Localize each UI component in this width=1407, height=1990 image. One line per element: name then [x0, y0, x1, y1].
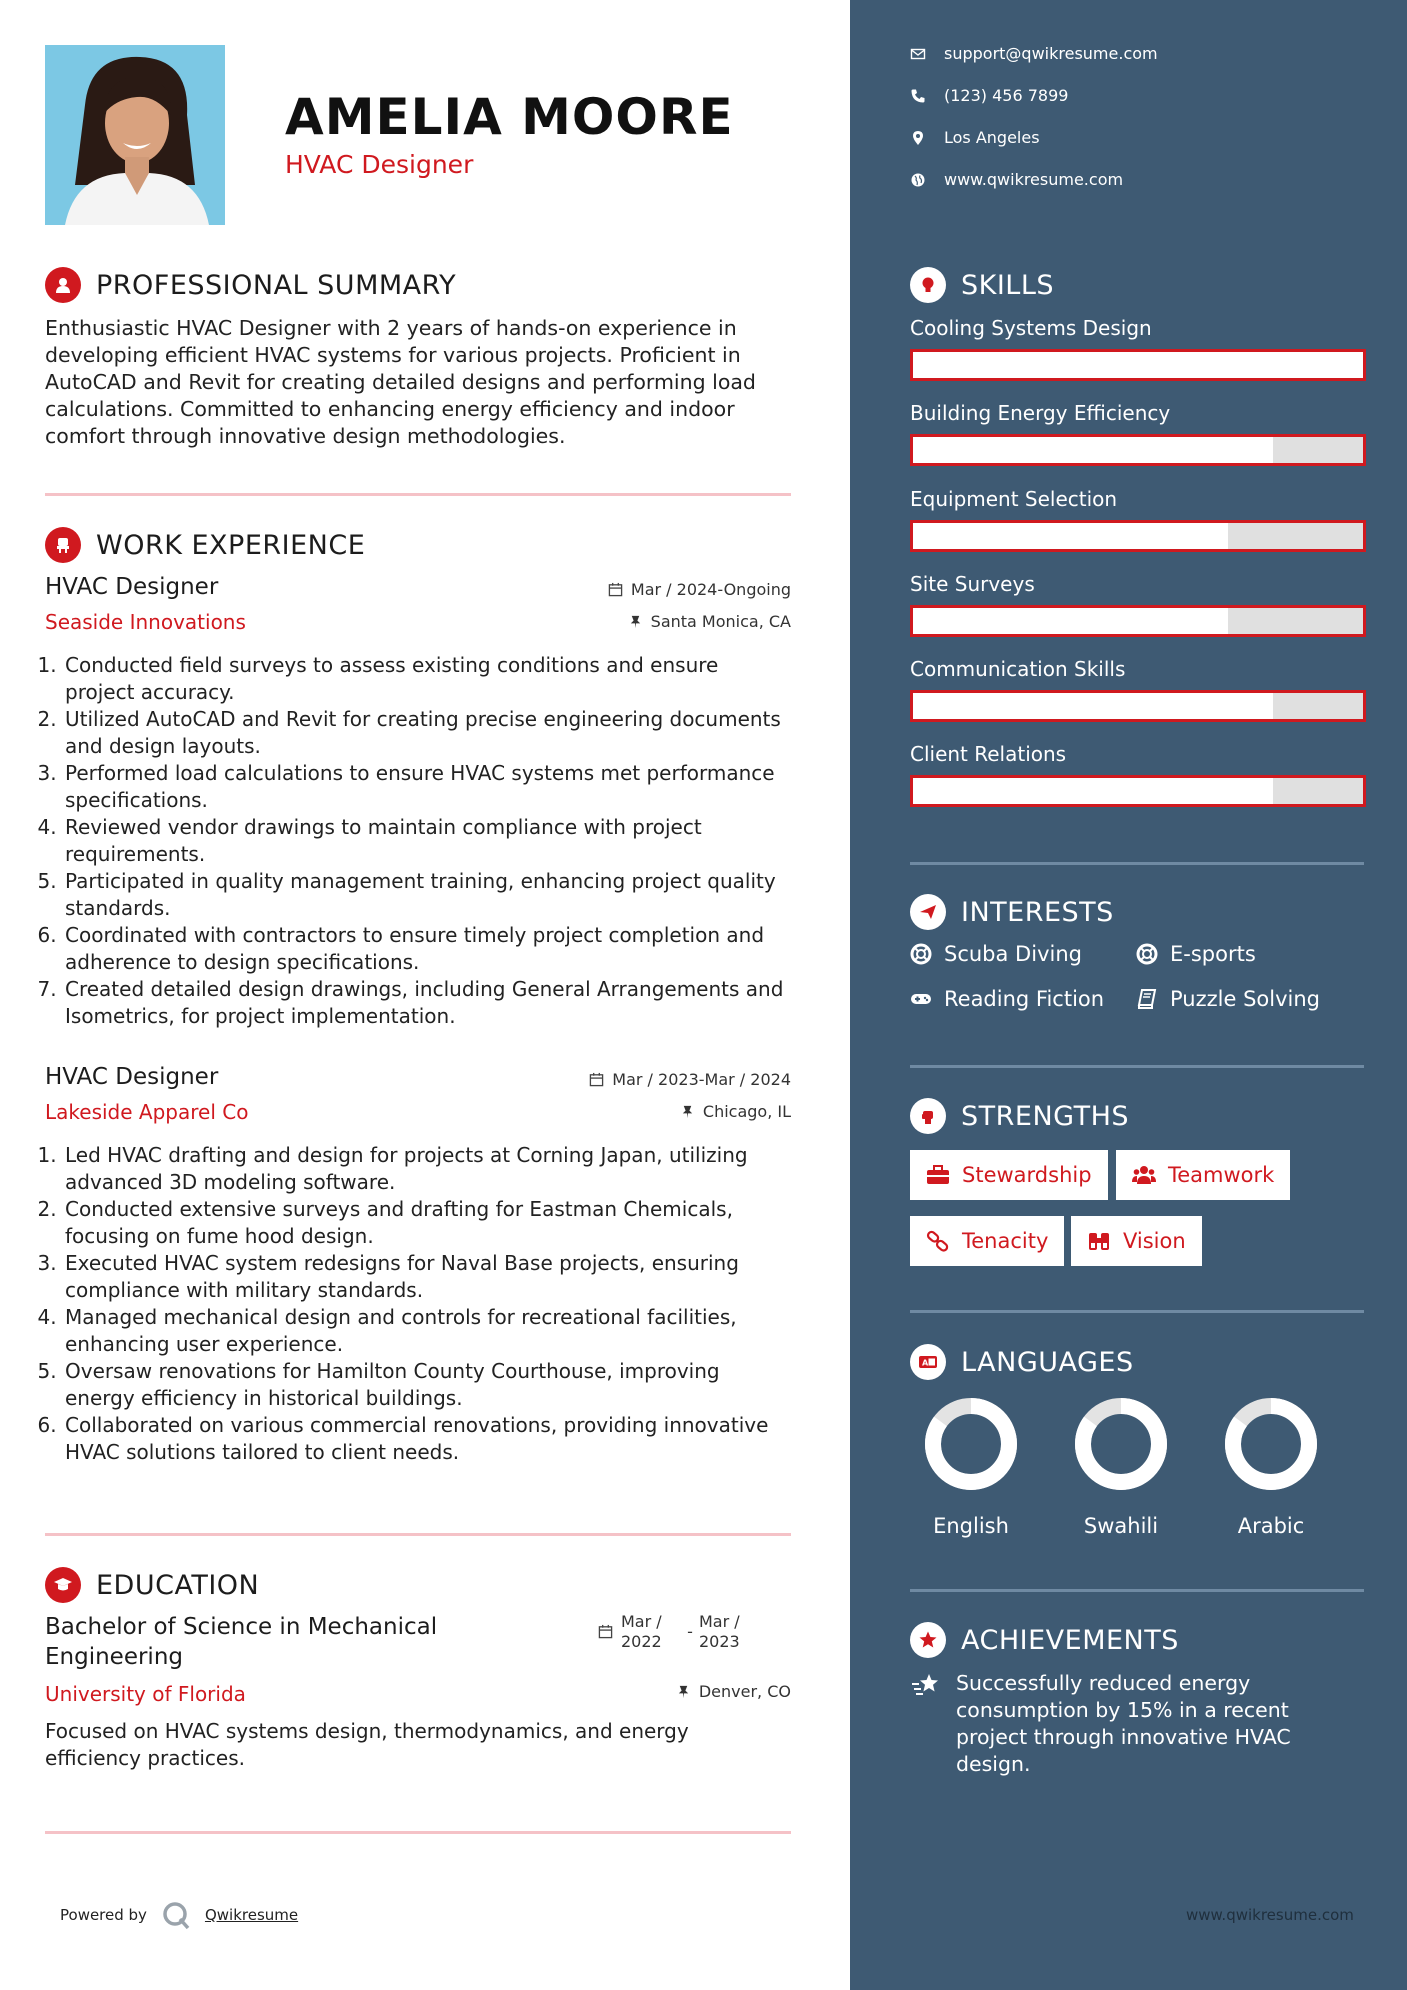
user-icon: [45, 267, 81, 303]
section-divider: [45, 1533, 791, 1536]
section-divider: [910, 1589, 1364, 1592]
contact-location-text: Los Angeles: [944, 128, 1040, 147]
pin-icon: [680, 1104, 695, 1119]
skill-bar: [910, 605, 1366, 637]
end-date: Mar / 2023: [699, 1612, 740, 1651]
job-bullets: [45, 652, 791, 1030]
job-date-text: Mar / 2023-Mar / 2024: [612, 1070, 791, 1089]
strength-chip: [1071, 1216, 1202, 1266]
strength-label: Teamwork: [1168, 1163, 1275, 1187]
language-name: English: [933, 1514, 1009, 1538]
qwikresume-logo-icon: [161, 1900, 191, 1930]
education-heading-label: EDUCATION: [96, 1569, 260, 1601]
job-company: Seaside Innovations: [45, 610, 246, 634]
job-date: [608, 580, 791, 599]
skill-bar-fill: [913, 608, 1228, 634]
work-heading-label: WORK EXPERIENCE: [96, 529, 366, 561]
list-item: 4. Managed mechanical design and controls for recreational facilities, enhancing user experience.: [63, 1304, 791, 1358]
skill-bar: [910, 349, 1366, 381]
list-item: 3. Performed load calculations to ensure HVAC systems met performance specifications.: [63, 760, 791, 814]
graduation-icon: [45, 1567, 81, 1603]
skill-item: [910, 742, 1366, 807]
languages-heading: [910, 1344, 1134, 1380]
achievement-text: Successfully reduced energy consumption by 15% in a recent project through innovative HVAC design.: [956, 1671, 1291, 1776]
skill-bar: [910, 690, 1366, 722]
skill-item: [910, 657, 1366, 722]
skills-heading-label: SKILLS: [961, 269, 1055, 301]
achievement-item: [910, 1670, 1306, 1778]
section-divider: [45, 493, 791, 496]
language-donut: [923, 1396, 1019, 1492]
list-item: 1. Led HVAC drafting and design for projects at Corning Japan, utilizing advanced 3D modeling software.: [63, 1142, 791, 1196]
star-badge-icon: [910, 1622, 946, 1658]
binoculars-icon: [1087, 1230, 1111, 1252]
calendar-icon: [598, 1624, 613, 1639]
job-date: [589, 1070, 791, 1089]
school: University of Florida: [45, 1682, 246, 1706]
education-location-text: Denver, CO: [698, 1682, 791, 1701]
skill-name: Building Energy Efficiency: [910, 401, 1171, 425]
section-divider: [910, 862, 1364, 865]
lightbulb-icon: [910, 267, 946, 303]
job-bullets: [45, 1142, 791, 1466]
list-item: 1. Conducted field surveys to assess existing conditions and ensure project accuracy.: [63, 652, 791, 706]
education-dates: [598, 1612, 759, 1652]
job-location-text: Santa Monica, CA: [650, 612, 791, 631]
book-icon: [1136, 988, 1158, 1010]
list-item: 6. Coordinated with contractors to ensure timely project completion and adherence to design specifications.: [63, 922, 791, 976]
map-pin-icon: [910, 130, 926, 146]
job-company: Lakeside Apparel Co: [45, 1100, 249, 1124]
skill-name: Cooling Systems Design: [910, 316, 1152, 340]
job-title: HVAC Designer: [45, 574, 219, 600]
strength-label: Tenacity: [962, 1229, 1049, 1253]
contact-website[interactable]: [910, 170, 1123, 189]
summary-heading: [45, 267, 456, 303]
list-item: 4. Reviewed vendor drawings to maintain compliance with project requirements.: [63, 814, 791, 868]
list-item: 5. Participated in quality management training, enhancing project quality standards.: [63, 868, 791, 922]
svg-text:A: A: [922, 1358, 929, 1368]
skill-bar-fill: [913, 352, 1363, 378]
link-icon: [926, 1230, 950, 1252]
qwikresume-link[interactable]: Qwikresume: [204, 1906, 299, 1924]
date-separator: -: [687, 1622, 693, 1641]
education-description: Focused on HVAC systems design, thermodynamics, and energy efficiency practices.: [45, 1719, 689, 1770]
profile-photo: [45, 45, 225, 225]
contact-email[interactable]: [910, 44, 1158, 63]
contact-email-text: support@qwikresume.com: [944, 44, 1158, 63]
strengths-heading: [910, 1098, 1129, 1134]
job-entry: [45, 1064, 791, 1466]
skill-bar: [910, 520, 1366, 552]
language-donut: [1073, 1396, 1169, 1492]
interest-item: [1136, 942, 1256, 966]
list-item: 7. Created detailed design drawings, including General Arrangements and Isometrics, for project implementation.: [63, 976, 791, 1030]
section-divider: [910, 1310, 1364, 1313]
skill-bar: [910, 434, 1366, 466]
education-heading: [45, 1567, 259, 1603]
section-divider: [45, 1831, 791, 1834]
interest-label: Puzzle Solving: [1170, 987, 1320, 1011]
interests-heading: [910, 894, 1114, 930]
interest-item: [910, 987, 1104, 1011]
skill-name: Equipment Selection: [910, 487, 1118, 511]
job-location: [628, 612, 791, 631]
shooting-star-icon: [910, 1672, 942, 1700]
job-title: HVAC Designer: [45, 1064, 219, 1090]
translate-icon: [910, 1344, 946, 1380]
fist-icon: [910, 1098, 946, 1134]
candidate-role: HVAC Designer: [285, 150, 474, 179]
strength-chip: [910, 1216, 1064, 1266]
strength-label: Stewardship: [962, 1163, 1092, 1187]
lifebuoy-icon: [1136, 943, 1158, 965]
list-item: 3. Executed HVAC system redesigns for Naval Base projects, ensuring compliance with military standards.: [63, 1250, 791, 1304]
language-item: [1211, 1396, 1331, 1538]
work-heading: [45, 527, 365, 563]
list-item: 2. Conducted extensive surveys and drafting for Eastman Chemicals, focusing on fume hood design.: [63, 1196, 791, 1250]
skill-bar-fill: [913, 523, 1228, 549]
strengths-heading-label: STRENGTHS: [961, 1100, 1130, 1132]
job-date-text: Mar / 2024-Ongoing: [630, 580, 791, 599]
calendar-icon: [589, 1072, 604, 1087]
language-name: Arabic: [1237, 1514, 1305, 1538]
skill-item: [910, 572, 1366, 637]
powered-by: [60, 1900, 298, 1930]
globe-icon: [910, 172, 926, 188]
interest-item: [1136, 987, 1320, 1011]
job-location-text: Chicago, IL: [702, 1102, 791, 1121]
briefcase-icon: [926, 1164, 950, 1186]
achievements-heading: [910, 1622, 1179, 1658]
list-item: 6. Collaborated on various commercial renovations, providing innovative HVAC solutions tailored to client needs.: [63, 1412, 791, 1466]
job-entry: [45, 574, 791, 1030]
summary-heading-label: PROFESSIONAL SUMMARY: [96, 269, 457, 301]
language-item: [911, 1396, 1031, 1538]
language-item: [1061, 1396, 1181, 1538]
skill-bar-fill: [913, 693, 1273, 719]
contact-website-text: www.qwikresume.com: [944, 170, 1124, 189]
language-name: Swahili: [1083, 1514, 1159, 1538]
skill-bar: [910, 775, 1366, 807]
interest-label: E-sports: [1170, 942, 1256, 966]
interest-item: [910, 942, 1082, 966]
interest-label: Scuba Diving: [944, 942, 1082, 966]
education-entry: [45, 1612, 791, 1772]
powered-by-label: Powered by: [60, 1906, 147, 1924]
skill-item: [910, 401, 1366, 466]
skill-item: [910, 487, 1366, 552]
skill-item: [910, 316, 1366, 381]
paper-plane-icon: [910, 894, 946, 930]
contact-phone-text: (123) 456 7899: [944, 86, 1069, 105]
envelope-icon: [910, 46, 926, 62]
chair-icon: [45, 527, 81, 563]
strength-label: Vision: [1123, 1229, 1186, 1253]
list-item: 2. Utilized AutoCAD and Revit for creating precise engineering documents and design layouts.: [63, 706, 791, 760]
gamepad-icon: [910, 988, 932, 1010]
languages-heading-label: LANGUAGES: [961, 1346, 1134, 1378]
list-item: 5. Oversaw renovations for Hamilton County Courthouse, improving energy efficiency in historical buildings.: [63, 1358, 791, 1412]
section-divider: [910, 1065, 1364, 1068]
pin-icon: [628, 614, 643, 629]
skill-name: Site Surveys: [910, 572, 1035, 596]
skill-bar-fill: [913, 778, 1273, 804]
lifebuoy-icon: [910, 943, 932, 965]
language-donut: [1223, 1396, 1319, 1492]
footer-website[interactable]: www.qwikresume.com: [1186, 1906, 1354, 1924]
degree: Bachelor of Science in Mechanical Engineering: [45, 1614, 438, 1670]
interests-heading-label: INTERESTS: [961, 896, 1114, 928]
education-location: [676, 1682, 791, 1701]
phone-icon: [910, 88, 926, 104]
start-date: Mar / 2022: [621, 1612, 662, 1651]
job-location: [680, 1102, 791, 1121]
summary-text: Enthusiastic HVAC Designer with 2 years of hands-on experience in developing efficient HVAC systems for various projects. Proficient in AutoCAD and Revit for creating detailed designs and performing load calculations. Committed to enhancing energy efficiency and indoor comfort through innovative design methodologies.: [45, 316, 756, 448]
skill-name: Client Relations: [910, 742, 1067, 766]
achievements-heading-label: ACHIEVEMENTS: [961, 1624, 1179, 1656]
skill-bar-fill: [913, 437, 1273, 463]
strength-chip: [910, 1150, 1108, 1200]
users-icon: [1132, 1164, 1156, 1186]
contact-phone[interactable]: [910, 86, 1068, 105]
contact-location: [910, 128, 1040, 147]
interest-label: Reading Fiction: [944, 987, 1105, 1011]
strength-chip: [1116, 1150, 1290, 1200]
pin-icon: [676, 1684, 691, 1699]
candidate-name: AMELIA MOORE: [285, 88, 734, 146]
calendar-icon: [608, 582, 623, 597]
skills-heading: [910, 267, 1054, 303]
skill-name: Communication Skills: [910, 657, 1126, 681]
